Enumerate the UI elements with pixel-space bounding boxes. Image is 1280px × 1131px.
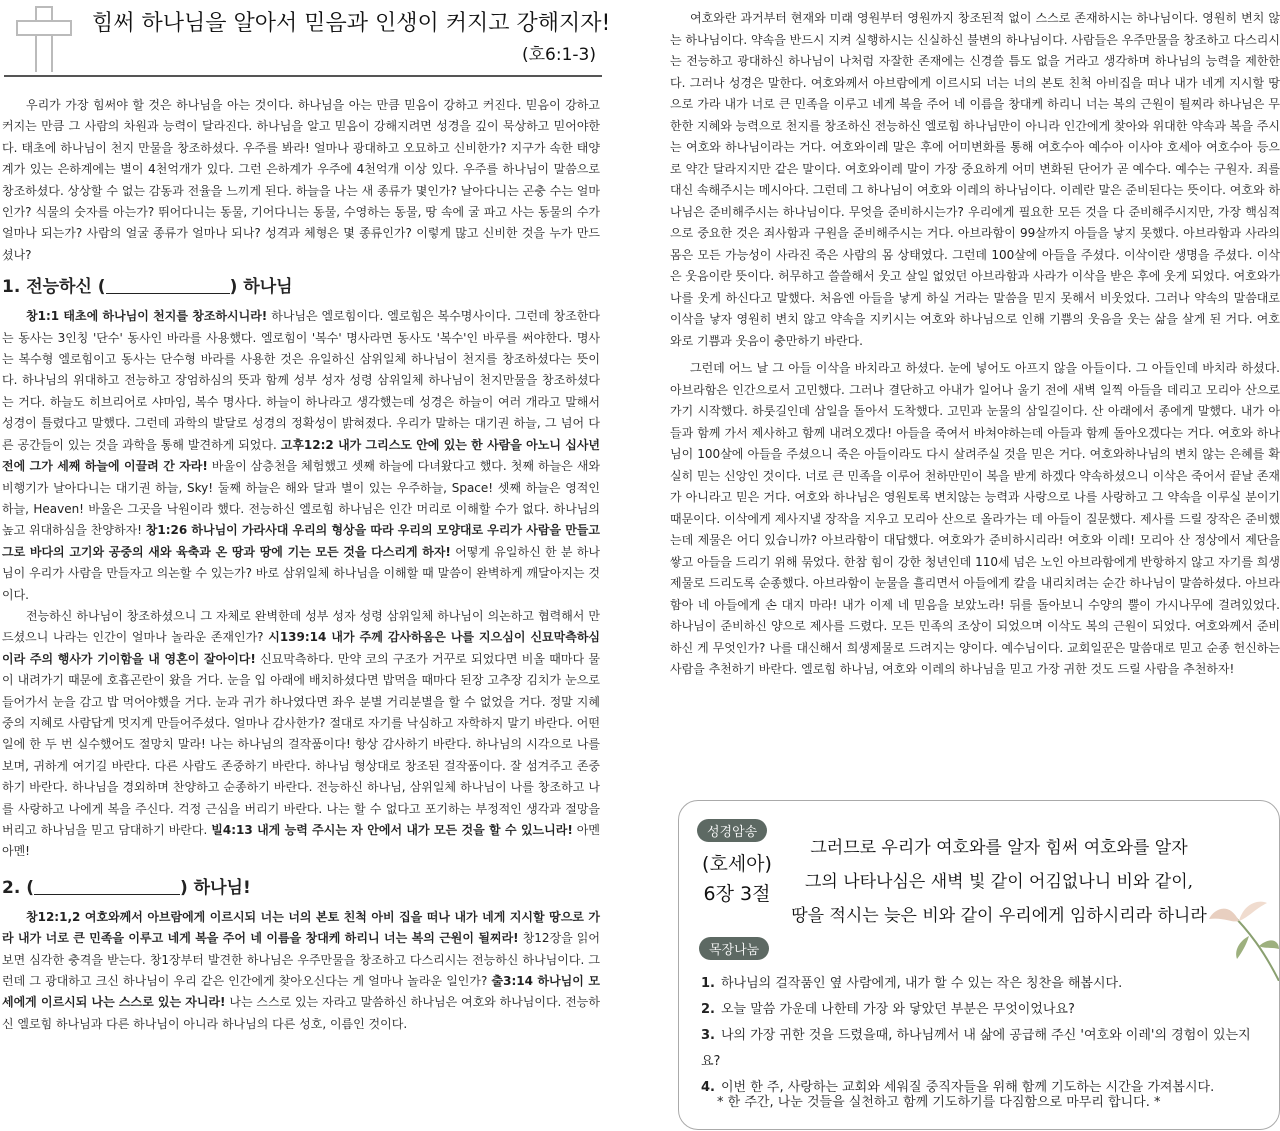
body-text: 아멘 아멘! <box>2 823 600 859</box>
section-2-paragraph-1 <box>2 907 600 1035</box>
section-1-suffix: ) 하나님 <box>229 277 293 298</box>
lily-flower-icon <box>1209 891 1279 981</box>
discussion-label: 목장나눔 <box>699 937 769 960</box>
body-text: 바울이 삼층천을 체험했고 셋째 하늘에 다녀왔다고 했다. 첫째 하늘은 새와 비행기가 날아다니는 대기권 하늘, Sky! 둘째 하늘은 해와 달과 별이 있는 우주하늘, Space! 셋째 하늘은 영적인 하늘, Heaven! 바울은 그곳을 낙원이라 했다. 전능하신 엘로힘 하나님은 인간 머리로 이해할 수가 없다. 하나님의 높고 위대하심을 찬양하자! <box>2 459 600 538</box>
memory-verse-line: 그러므로 우리가 여호와를 알자 힘써 여호와를 알자 <box>810 838 1188 858</box>
memory-discussion-box <box>678 800 1280 1130</box>
fill-in-blank <box>106 275 230 294</box>
memory-verse-chapter: 6장 3절 <box>703 883 771 905</box>
left-column <box>0 0 610 1035</box>
scripture-quote: 고후12:2 내가 그리스도 안에 있는 한 사람을 아노니 십사년전에 그가 세째 하늘에 이끌려 간 자라! <box>2 437 600 474</box>
scripture-reference: (호6:1-3) <box>522 45 596 65</box>
memory-verse-reference <box>691 849 783 909</box>
body-text: 나는 스스로 있는 자라고 말씀하신 하나님은 여호와 하나님이다. 전능하신 엘로힘 하나님과 다른 하나님이 아니라 하나님의 다른 성호, 이름인 것이다. <box>2 995 600 1031</box>
right-paragraph-1: 여호와란 과거부터 현재와 미래 영원부터 영원까지 창조된적 없이 스스로 존재하시는 하나님이다. 영원히 변치 않는 하나님이다. 약속을 반드시 지켜 실행하시는 신실하신 불변의 하나님이다. 사람들은 우주만물을 창조하고 다스리시는 전능하고 광대하신 하나님이 나처럼 자잘한 존재에는 신경쓸 틈도 없을 거라고 생각하며 하나님의 능력을 제한한다. 그러나 성경은 말한다. 여호와께서 아브람에게 이르시되 너는 너의 본토 친척 아비집을 떠나 내가 네게 지시할 땅으로 가라 내가 너로 큰 민족을 이루고 네게 복을 주어 네 이름을 창대케 하리니 너는 복의 근원이 될찌라 하나님은 무한한 지혜와 능력으로 천지를 창조하신 전능하신 엘로힘 하나님만이 아니라 인간에게 찾아와 위대한 약속과 복을 주시는 여호와 하나님이라는 거다. 여호와이레 말은 후에 어미변화를 통해 여호수아 예수아 이사야 호세아 여호수아 등으로 약간 달라지지만 같은 말이다. 여호와이레 말이 가장 중요하게 어미 변화된 단어가 곧 예수다. 예수는 구원자. 죄를 대신 속해주시는 메시아다. 그런데 그 하나님이 여호와 이레의 하나님이다. 이레란 말은 준비된다는 뜻이다. 여호와 하나님은 준비해주시는 하나님이다. 무엇을 준비하시는가? 우리에게 필요한 모든 것을 다 준비해주시지만, 가장 핵심적으로 중요한 것은 죄사함과 구원을 준비해주시는 거다. 아브라함이 99살까지 아들을 낳지 못했다. 아브라함과 사라의 몸은 모든 가능성이 사라진 죽은 사람의 몸 상태였다. 그런데 100살에 아들을 주셨다. 이삭이란 생명을 주셨다. 이삭은 웃음이란 뜻이다. 허무하고 쓸쓸해서 웃고 살일 없었던 아브라함과 사라가 이삭을 받은 후에 웃게 되었다. 여호와가 나를 웃게 하신다고 말했다. 처음엔 아들을 낳게 하실 거라는 말씀을 믿지 못해서 비웃었다. 그러나 약속의 말씀대로 이삭을 낳자 영원히 변치 않고 약속을 지키시는 여호와 하나님으로 인해 기쁨의 웃음을 웃는 삶을 살게 된 거다. 여호와로 기쁨과 웃음이 충만하기 바란다. <box>670 11 1280 348</box>
body-text: 창12장을 읽어보면 심각한 충격을 받는다. 창1장부터 발견한 하나님은 우주만물을 창조하고 다스리시는 전능하신 하나님이다. 그런데 그 광대하고 크신 하나님이 우리 같은 인간에게 찾아오신다는 게 얼마나 놀라운 일인가? <box>2 931 600 989</box>
section-1-heading <box>2 274 608 300</box>
scripture-quote: 빌4:13 내게 능력 주시는 자 안에서 내가 모든 것을 할 수 있느니라! <box>211 823 573 837</box>
body-text: 신묘막측하다. 만약 코의 구조가 거꾸로 되었다면 비올 때마다 물이 내려가기 때문에 호흡곤란이 왔을 거다. 눈을 입 아래에 배치하셨다면 밥먹을 때마다 된장 고추장 김치가 눈으로 들어가서 눈을 감고 밥 먹어야했을 거다. 눈과 귀가 하나였다면 좌우 분별 거리분별을 할 수 없었을 거다. 정말 지혜 중의 지혜로 사람답게 멋지게 만들어주셨다. 얼마나 감사한가? 절대로 자기를 낙심하고 자학하지 말기 바란다. 어떤 일에 한 두 번 실수했어도 절망치 말라! 나는 하나님의 걸작품이다! 항상 감사하기 바란다. 하나님의 시각으로 나를 보며, 귀하게 여기길 바란다. 다른 사람도 존중하기 바란다. 하나님 형상대로 창조된 걸작품이다. 잘 섬겨주고 존중하기 바란다. 하나님을 경외하며 찬양하고 순종하기 바란다. 전능하신 하나님, 삼위일체 하나님이 나를 창조하고 나를 사랑하고 나에게 복을 주신다. 걱정 근심을 버리기 바란다. 나는 할 수 없다고 포기하는 부정적인 생각과 절망을 버리고 하나님을 믿고 담대하기 바란다. <box>2 651 600 837</box>
section-1-prefix: 1. 전능하신 ( <box>2 277 106 298</box>
fill-in-blank <box>34 876 180 895</box>
sermon-header <box>4 0 611 77</box>
cross-icon <box>10 6 80 70</box>
scripture-quote: 시139:14 내가 주께 감사하옴은 나를 지으심이 신묘막측하심이라 주의 행사가 기이함을 내 영혼이 잘아이다! <box>2 630 600 666</box>
body-text: 하나님은 엘로힘이다. 엘로힘은 복수명사이다. 그런데 창조한다는 동사는 3인칭 '단수' 동사인 바라를 사용했다. 엘로힘이 '복수' 명사라면 동사도 '복수'인 바루를 써야한다. 명사는 복수형 엘로힘이고 동사는 단수형 바라를 사용한 것은 유일하신 삼위일체 하나님이 천지를 창조하셨다는 뜻이다. 하나님의 위대하고 전능하고 장엄하심의 뜻과 함께 성부 성자 성령 삼위일체 하나님이 천지만물을 창조하셨다는 거다. 하늘도 히브리어로 샤마임, 복수 명사다. 하늘이 하나라고 생각했는데 성경은 하늘이 여러 개라고 말해서 성경이 틀렸다고 말했다. 그런데 과학의 발달로 성경의 정확성이 밝혀졌다. 우리가 말하는 대기권 하늘, 그 넘어 다른 공간들이 있는 것을 과학을 통해 발견하게 되었다. <box>2 309 600 452</box>
section-2-suffix: ) 하나님! <box>179 877 251 898</box>
body-text: 어떻게 유일하신 한 분 하나님이 우리가 사람을 만들자고 의논할 수 있는가? 바로 삼위일체 하나님을 이해할 때 말씀이 완벽하게 깨달아지는 것이다. <box>2 544 600 602</box>
scripture-quote: 창1:1 태초에 하나님이 천지를 창조하시니라! <box>26 309 268 324</box>
intro-paragraph: 우리가 가장 힘써야 할 것은 하나님을 아는 것이다. 하나님을 아는 만큼 믿음이 강하고 커진다. 믿음이 강하고 커지는 만큼 그 사람의 차원과 능력이 달라진다. 하나님을 알고 믿음이 강해지려면 성경을 깊이 묵상하고 믿어야한다. 태초에 하나님이 천지 만물을 창조하셨다. 우주를 봐라! 얼마나 광대하고 오묘하고 신비한가? 지구가 속한 태양계가 있는 은하계에는 별이 4천억개가 있다. 그런 은하계가 우주에 4천억개 이상 있다. 우주를 하나님이 말씀으로 창조하셨다. 상상할 수 없는 감동과 전율을 느끼게 된다. 하늘을 나는 새 종류가 몇인가? 날아다니는 곤충 수는 얼마인가? 식물의 숫자를 아는가? 뛰어다니는 동물, 기어다니는 동물, 수영하는 동물, 땅 속에 굴 파고 사는 동물의 수가 얼마나 되는가? 사람의 얼굴 종류가 얼마나 되나? 성격과 체형은 몇 종류인가? 이렇게 많고 신비한 것을 누가 만드셨나? <box>2 98 600 262</box>
discussion-question: 4. 이번 한 주, 사랑하는 교회와 세워질 중직자들을 위해 함께 기도하는 시간을 가져봅시다. <box>701 1080 1215 1095</box>
section-1-paragraph-1 <box>2 306 600 606</box>
discussion-question: 3. 나의 가장 귀한 것을 드렸을때, 하나님께서 내 삶에 공급해 주신 '여호와 이레'의 경험이 있는지요? <box>701 1028 1251 1069</box>
memory-verse-book: (호세아) <box>702 853 772 875</box>
right-paragraph-2: 그런데 어느 날 그 아들 이삭을 바치라고 하셨다. 눈에 넣어도 아프지 않을 아들이다. 그 아들인데 바치라 하셨다. 아브라함은 인간으로서 고민했다. 그러나 결단하고 아내가 일어나 울기 전에 새벽 일찍 아들을 데리고 모리아 산으로 가기 시작했다. 하룻길인데 삼일을 돌아서 도착했다. 고민과 눈물의 삼일길이다. 산 아래에서 종에게 말했다. 내가 아들과 함께 가서 제사하고 함께 내려오겠다! 아들을 죽여서 바쳐야하는데 아들과 함께 돌아오겠다는 거다. 여호와 하나님이 100살에 아들을 주셨으니 죽은 아들이라도 다시 살려주실 것을 믿은 거다. 여호와하나님의 변치 않는 은혜를 확실히 믿는 신앙인 것이다. 너로 큰 민족을 이루어 천하만민이 복을 받게 하겠다 약속하셨으니 이삭은 죽어서 끝날 존재가 아니라고 믿은 거다. 여호와 하나님은 영원토록 변치않는 능력과 사랑으로 나를 사랑하고 그 약속을 이루실 분이기 때문이다. 이삭에게 제사지낼 장작을 지우고 모리아 산으로 올라가는 데 아들이 질문했다. 제사를 드릴 장작은 준비했는데 제물은 어디 있습니까? 아브라함이 대답했다. 여호와가 준비하시리라! 여호와 이레! 모리아 산 정상에서 제단을 쌓고 아들을 드리기 위해 묶었다. 한참 힘이 강한 청년인데 110세 넘은 노인 아브라함에게 반항하지 않고 자기를 희생제물로 드리도록 순종했다. 아브라함이 눈물을 흘리면서 아들에게 칼을 내리치려는 순간 하나님이 말씀하셨다. 아브라함아 네 아들에게 손 대지 마라! 내가 이제 네 믿음을 보았노라! 뒤를 돌아보니 수양의 뿔이 가시나무에 걸려있었다. 하나님이 준비하신 양으로 제사를 드렸다. 모든 민족의 조상이 되었으며 이삭도 복의 근원이 되었다. 여호와께서 준비하신 게 무엇인가? 나를 대신해서 희생제물로 드려지는 양이다. 예수님이다. 교회일꾼은 말씀대로 믿고 순종 헌신하는 사람을 추천하기 바란다. 엘로힘 하나님, 여호와 이레의 하나님을 믿고 가장 귀한 것도 드릴 사람을 추천하자! <box>670 361 1280 676</box>
scripture-quote: 출3:14 하나님이 모세에게 이르시되 나는 스스로 있는 자니라! <box>2 974 600 1010</box>
scripture-quote: 창12:1,2 여호와께서 아브람에게 이르시되 너는 너의 본토 친척 아비 집을 떠나 내가 네게 지시할 땅으로 가라 내가 너로 큰 민족을 이루고 네게 복을 주어 네 이름을 창대케 하리니 너는 복의 근원이 될찌라! <box>2 909 600 946</box>
discussion-question-list <box>701 971 1261 1101</box>
sermon-title: 힘써 하나님을 알아서 믿음과 인생이 커지고 강해지자! <box>92 11 611 36</box>
memory-verse-label: 성경암송 <box>697 819 767 842</box>
discussion-closing: * 한 주간, 나눈 것들을 실천하고 함께 기도하기를 다짐함으로 마무리 합니다. * <box>717 1095 1161 1110</box>
body-text: 전능하신 하나님이 창조하셨으니 그 자체로 완벽한데 성부 성자 성령 삼위일체 하나님이 의논하고 협력해서 만드셨으니 나라는 인간이 얼마나 놀라운 존재인가? <box>2 608 600 645</box>
memory-verse-text <box>789 831 1209 933</box>
section-2-heading <box>2 875 608 901</box>
right-column <box>670 8 1280 681</box>
section-2-prefix: 2. ( <box>2 877 34 898</box>
scripture-quote: 창1:26 하나님이 가라사대 우리의 형상을 따라 우리의 모양대로 우리가 사람을 만들고 그로 바다의 고기와 공중의 새와 육축과 온 땅과 땅에 기는 모든 것을 다스리게 하자! <box>2 523 600 559</box>
discussion-question: 2. 오늘 말씀 가운데 나한테 가장 와 닿았던 부분은 무엇이었나요? <box>701 1002 1075 1017</box>
memory-verse-line: 땅을 적시는 늦은 비와 같이 우리에게 임하시리라 하니라 <box>791 906 1207 926</box>
section-1-paragraph-2 <box>2 606 600 863</box>
memory-verse-line: 그의 나타나심은 새벽 빛 같이 어김없나니 비와 같이, <box>804 872 1194 892</box>
discussion-question: 1. 하나님의 걸작품인 옆 사람에게, 내가 할 수 있는 작은 칭찬을 해봅시다. <box>701 976 1123 991</box>
